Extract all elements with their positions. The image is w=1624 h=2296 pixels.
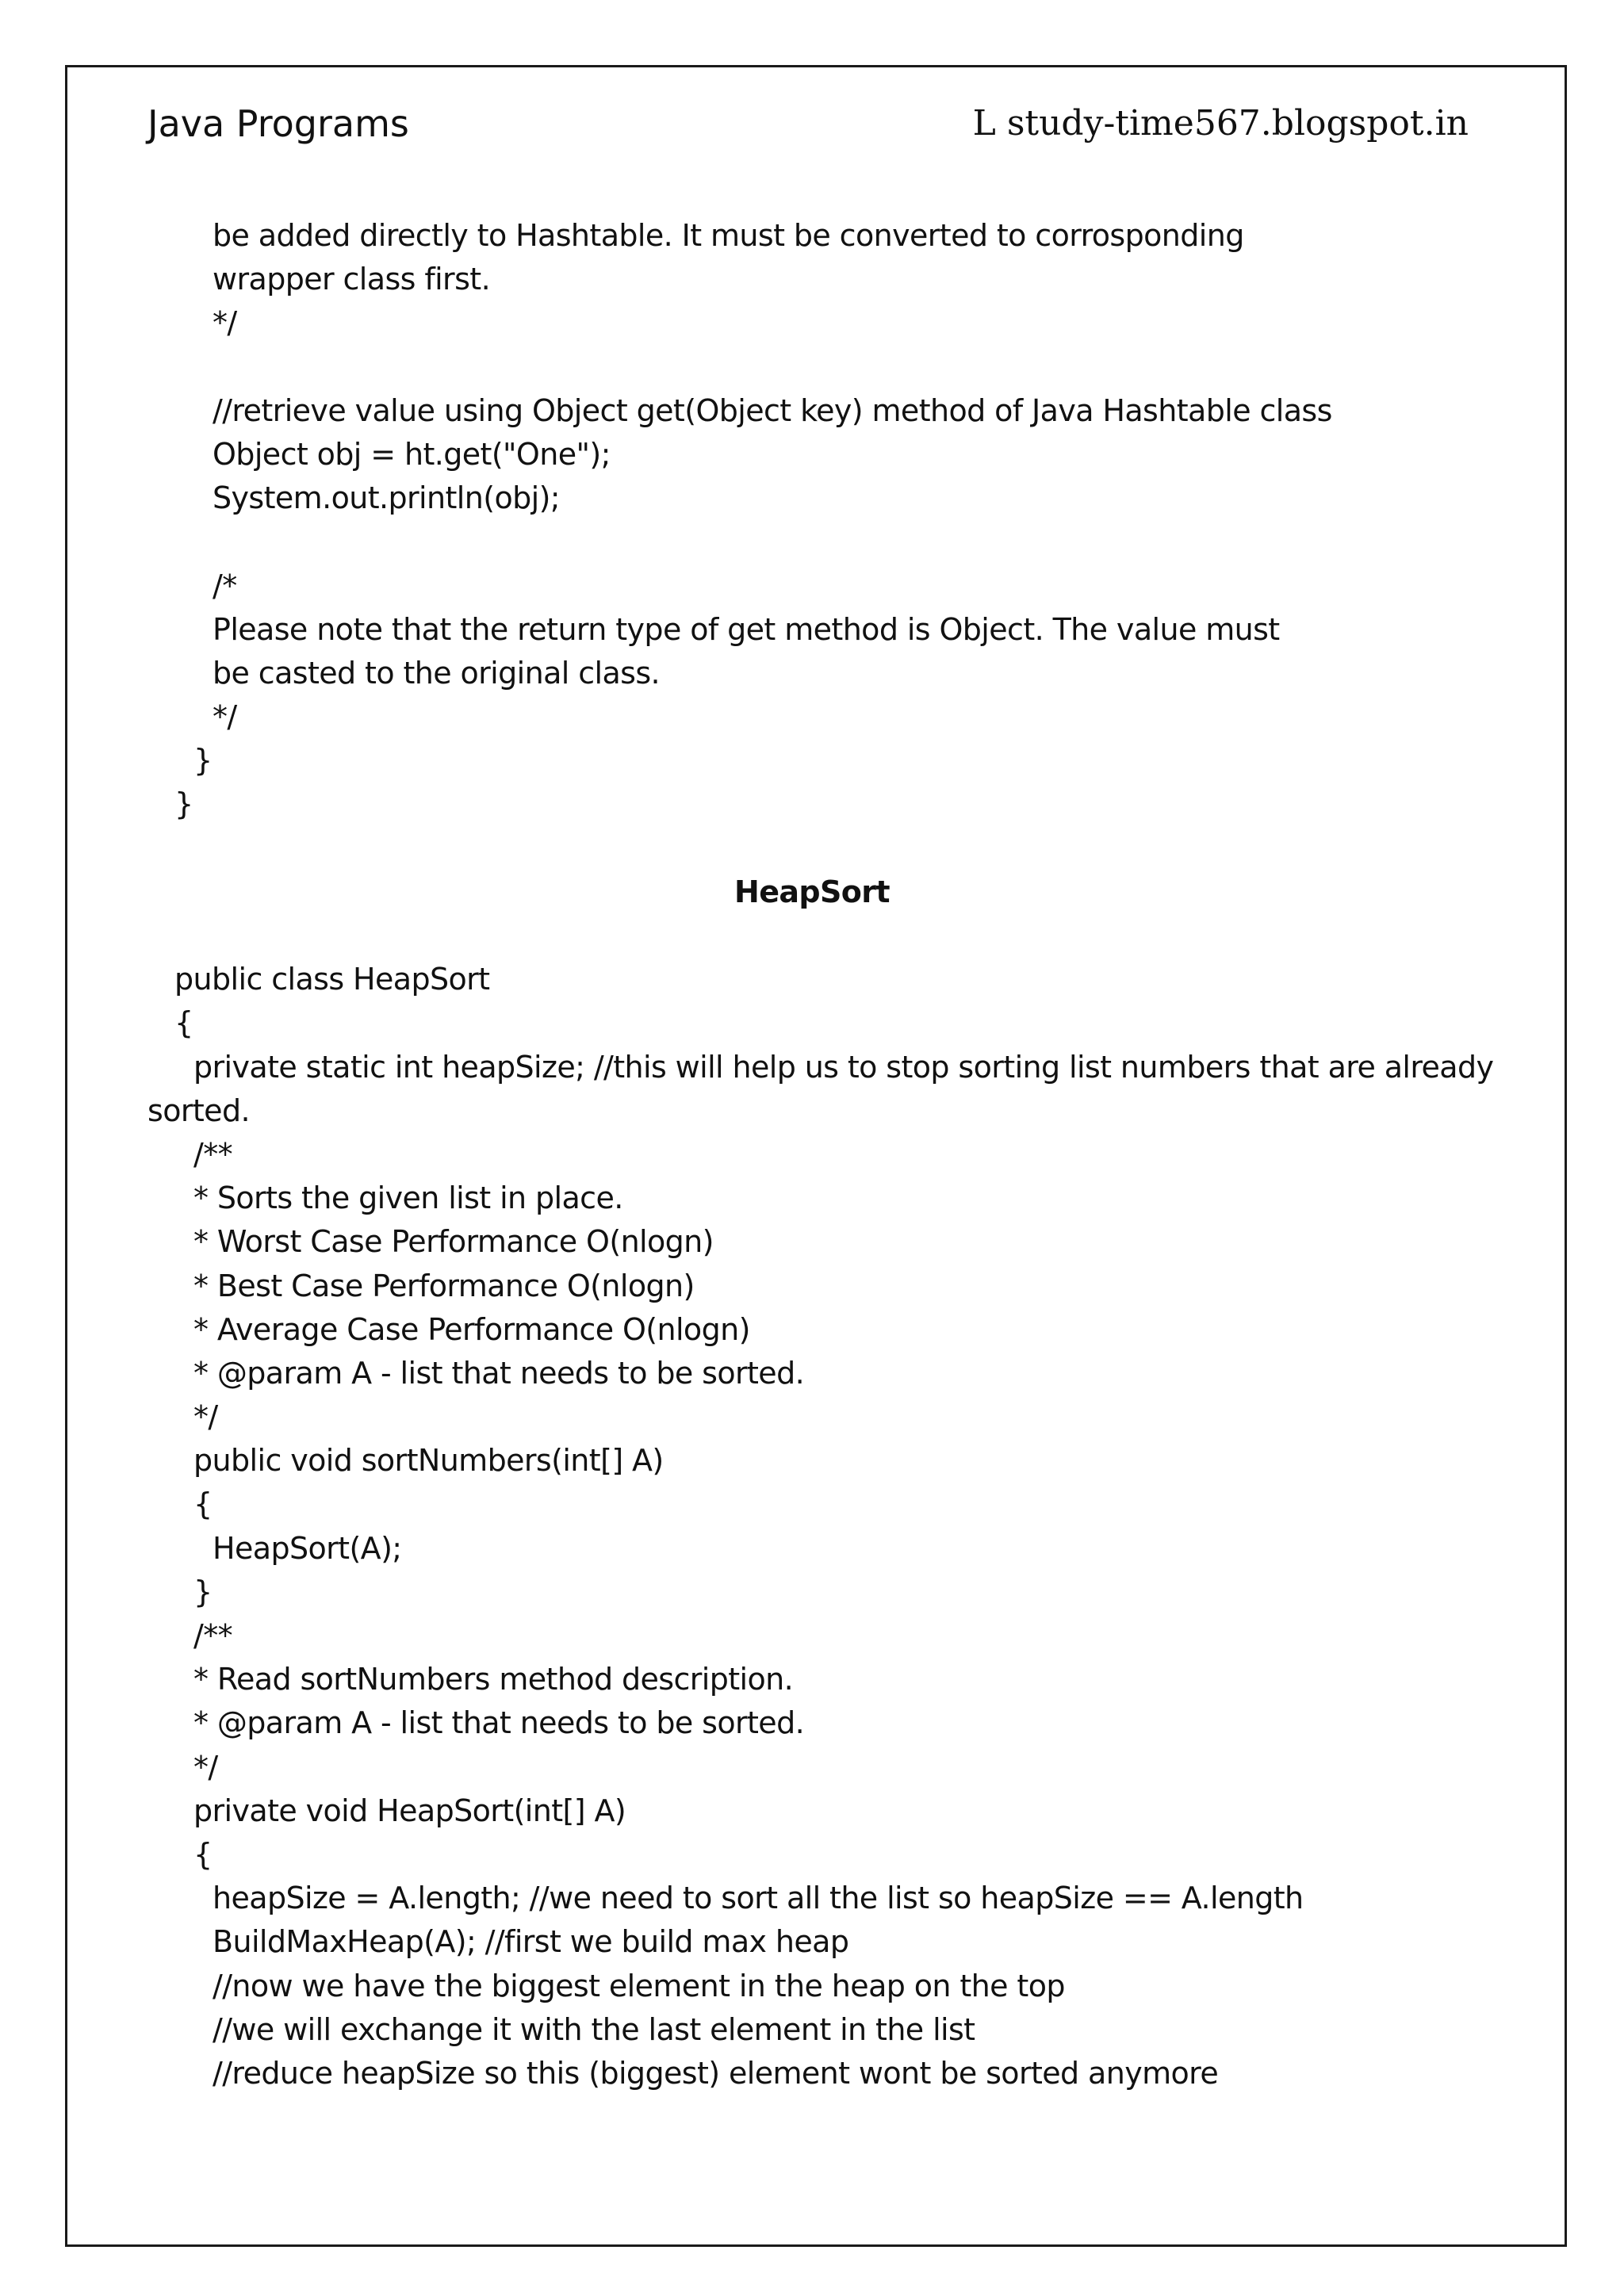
code-line: * Read sortNumbers method description. xyxy=(193,1662,794,1697)
document-body xyxy=(0,214,1624,2095)
code-line: //now we have the biggest element in the heap on the top xyxy=(213,1968,1065,2003)
code-line: */ xyxy=(193,1749,218,1785)
blank-line xyxy=(0,346,1624,389)
code-line: * @param A - list that needs to be sorted. xyxy=(193,1355,805,1391)
code-line: * Best Case Performance O(nlogn) xyxy=(193,1268,695,1303)
code-line: */ xyxy=(213,699,237,735)
code-line: HeapSort(A); xyxy=(213,1530,402,1566)
code-line: } xyxy=(174,786,193,822)
code-line: Please note that the return type of get method is Object. The value must xyxy=(213,611,1280,647)
code-line: * Sorts the given list in place. xyxy=(193,1181,623,1216)
code-line: * Worst Case Performance O(nlogn) xyxy=(193,1224,714,1260)
code-line: //we will exchange it with the last element in the list xyxy=(213,2011,975,2047)
code-line: public void sortNumbers(int[] A) xyxy=(193,1443,664,1479)
code-line: /* xyxy=(213,568,237,603)
code-line: { xyxy=(174,1005,193,1041)
code-line: System.out.println(obj); xyxy=(213,480,561,516)
code-line: { xyxy=(193,1487,213,1522)
code-line: public class HeapSort xyxy=(174,962,490,997)
blank-line xyxy=(0,520,1624,564)
code-line: be casted to the original class. xyxy=(213,655,661,691)
code-line: //retrieve value using Object get(Object key) method of Java Hashtable class xyxy=(213,392,1332,428)
code-line: * Average Case Performance O(nlogn) xyxy=(193,1311,750,1347)
code-line: { xyxy=(193,1836,213,1872)
code-line: BuildMaxHeap(A); //first we build max heap xyxy=(213,1924,849,1960)
code-line: //reduce heapSize so this (biggest) element wont be sorted anymore xyxy=(213,2055,1219,2091)
blank-line xyxy=(0,914,1624,958)
code-line: /** xyxy=(193,1136,233,1172)
code-line: /** xyxy=(193,1618,233,1653)
code-line: private void HeapSort(int[] A) xyxy=(193,1793,626,1828)
code-line: heapSize = A.length; //we need to sort all the list so heapSize == A.length xyxy=(213,1881,1304,1916)
code-line: */ xyxy=(213,305,237,341)
section-title: HeapSort xyxy=(734,874,890,909)
header-site: L study-time567.blogspot.in xyxy=(972,103,1469,144)
blank-line xyxy=(0,827,1624,871)
code-line: * @param A - list that needs to be sorted. xyxy=(193,1705,805,1741)
code-line: private static int heapSize; //this will help us to stop sorting list numbers that are already xyxy=(193,1049,1494,1085)
header-title: Java Programs xyxy=(147,102,409,145)
code-line: */ xyxy=(193,1399,218,1435)
code-line: be added directly to Hashtable. It must be converted to corrosponding xyxy=(213,218,1244,253)
code-line: } xyxy=(193,1574,213,1609)
code-line: Object obj = ht.get("One"); xyxy=(213,436,611,472)
code-line: wrapper class first. xyxy=(213,262,491,297)
code-line: sorted. xyxy=(147,1093,250,1128)
code-line: } xyxy=(193,743,213,779)
